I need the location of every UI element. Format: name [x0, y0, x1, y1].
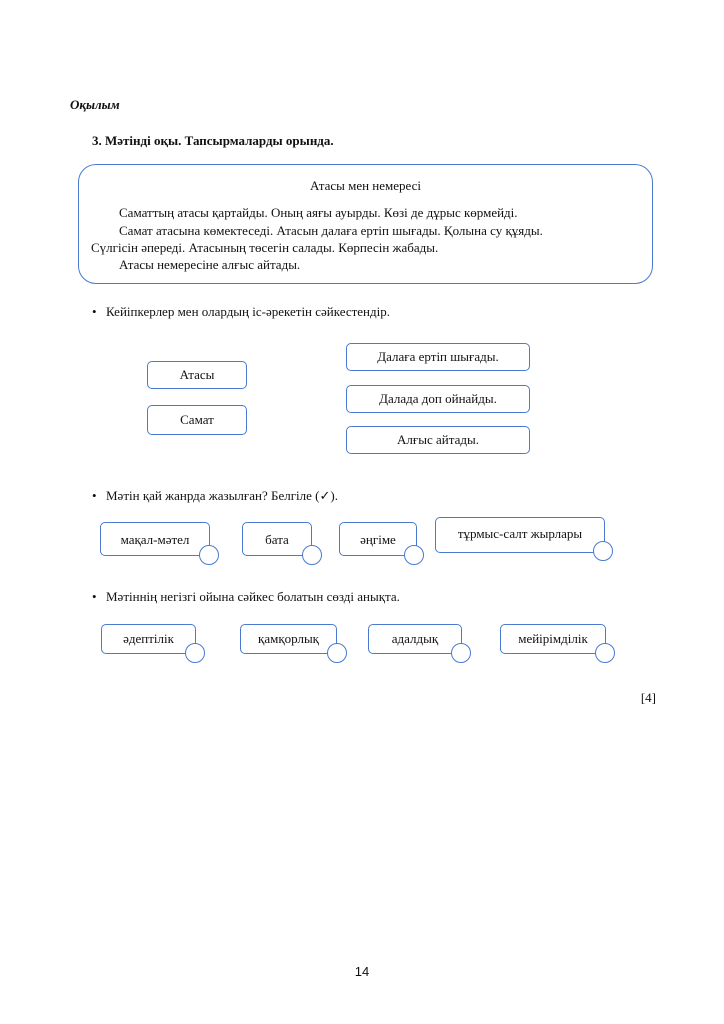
checkbox-circle-icon[interactable] — [327, 643, 347, 663]
reading-title: Атасы мен немересі — [309, 178, 421, 193]
question-text: Мәтін қай жанрда жазылған? Белгіле (✓). — [106, 488, 338, 503]
reading-line: Самат атасына көмектеседі. Атасын далаға ертіп шығады. Қолына су құяды. — [119, 223, 543, 238]
reading-line: Сүлгісін әпереді. Атасының төсегін салады. Көрпесін жабады. — [91, 240, 439, 255]
bullet-icon: • — [92, 304, 97, 319]
question-text: Мәтіннің негізгі ойына сәйкес болатын сөзді анықта. — [106, 589, 400, 604]
character-box-atasy[interactable]: Атасы — [147, 361, 247, 389]
task-heading: 3. Мәтінді оқы. Тапсырмаларды орында. — [92, 133, 334, 148]
question-genre — [92, 488, 338, 504]
action-box-1[interactable]: Далаға ертіп шығады. — [346, 343, 530, 371]
option-label: әңгіме — [360, 532, 396, 547]
option-label: мақал-мәтел — [120, 532, 190, 547]
section-title: Оқылым — [70, 97, 120, 112]
option-label: бата — [265, 532, 289, 547]
question-main-idea — [92, 589, 400, 605]
bullet-icon: • — [92, 488, 97, 503]
checkbox-circle-icon[interactable] — [404, 545, 424, 565]
idea-option-4[interactable] — [500, 624, 606, 654]
genre-option-2[interactable] — [242, 522, 312, 556]
checkbox-circle-icon[interactable] — [451, 643, 471, 663]
option-label: мейірімділік — [518, 631, 588, 646]
checkbox-circle-icon[interactable] — [302, 545, 322, 565]
reading-line: Саматтың атасы қартайды. Оның аяғы ауырды. Көзі де дұрыс көрмейді. — [119, 205, 518, 220]
bullet-icon: • — [92, 589, 97, 604]
option-label: әдептілік — [123, 631, 174, 646]
score-mark: [4] — [640, 690, 656, 705]
option-label: адалдық — [391, 631, 439, 646]
reading-line: Атасы немересіне алғыс айтады. — [119, 257, 301, 272]
page-number: 14 — [354, 964, 370, 979]
action-box-3[interactable]: Алғыс айтады. — [346, 426, 530, 454]
checkbox-circle-icon[interactable] — [593, 541, 613, 561]
genre-option-4[interactable] — [435, 517, 605, 553]
checkbox-circle-icon[interactable] — [595, 643, 615, 663]
genre-option-1[interactable] — [100, 522, 210, 556]
question-text: Кейіпкерлер мен олардың іс-әрекетін сәйкестендір. — [106, 304, 390, 319]
idea-option-3[interactable] — [368, 624, 462, 654]
character-box-samat[interactable]: Самат — [147, 405, 247, 435]
action-box-2[interactable]: Далада доп ойнайды. — [346, 385, 530, 413]
checkbox-circle-icon[interactable] — [185, 643, 205, 663]
option-label: тұрмыс-салт жырлары — [457, 526, 583, 541]
idea-option-1[interactable] — [101, 624, 196, 654]
idea-option-2[interactable] — [240, 624, 337, 654]
option-label: қамқорлық — [258, 631, 319, 646]
reading-text-box — [78, 164, 653, 284]
checkbox-circle-icon[interactable] — [199, 545, 219, 565]
question-matching — [92, 304, 390, 320]
genre-option-3[interactable] — [339, 522, 417, 556]
